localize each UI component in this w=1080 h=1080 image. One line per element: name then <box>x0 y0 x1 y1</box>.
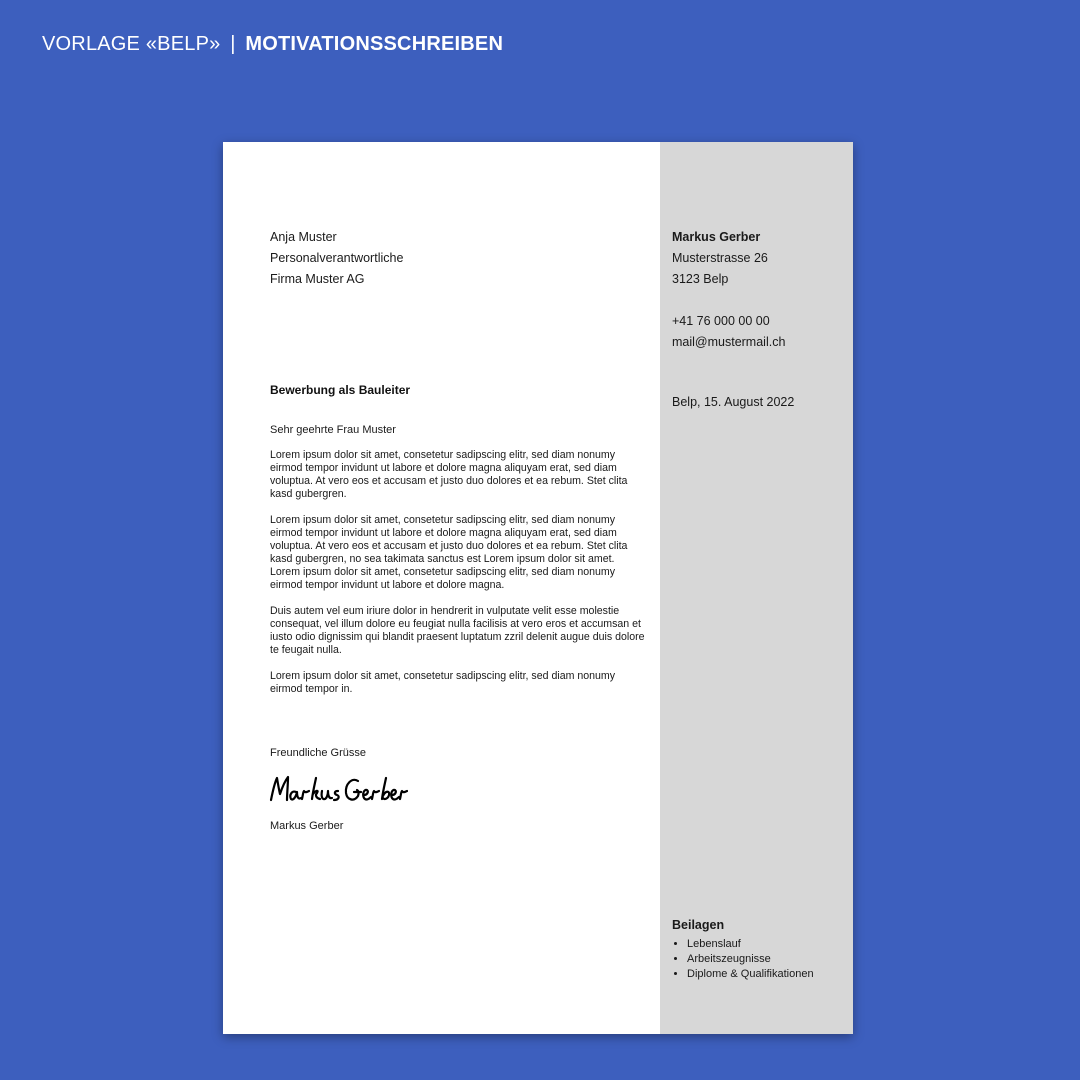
letter-subject: Bewerbung als Bauleiter <box>270 383 411 397</box>
sender-phone: +41 76 000 00 00 <box>672 314 770 328</box>
letter-body <box>270 449 645 709</box>
sender-city: 3123 Belp <box>672 272 729 286</box>
body-paragraph: Duis autem vel eum iriure dolor in hendrerit in vulputate velit esse molestie consequat, vel illum dolore eu feugiat nulla facilisis at vero eros et accumsan et iusto odio dignissim qui blandit praesent luptatum zzril delenit augue duis dolore te feugait nulla. <box>270 605 645 656</box>
body-paragraph: Lorem ipsum dolor sit amet, consetetur sadipscing elitr, sed diam nonumy eirmod tempor in. <box>270 670 616 695</box>
recipient-name: Anja Muster <box>270 230 337 244</box>
recipient-address <box>270 227 403 290</box>
letter-date: Belp, 15. August 2022 <box>672 395 795 409</box>
banner-title: MOTIVATIONSSCHREIBEN <box>245 33 504 55</box>
template-banner <box>42 33 503 56</box>
recipient-role: Personalverantwortliche <box>270 251 404 265</box>
sender-name: Markus Gerber <box>672 230 761 244</box>
list-item: • Diplome & Qualifikationen <box>687 967 814 982</box>
banner-separator: | <box>230 33 236 55</box>
body-paragraph: Lorem ipsum dolor sit amet, consetetur sadipscing elitr, sed diam nonumy eirmod tempor invidunt ut labore et dolore magna aliquyam erat, sed diam voluptua. At vero eos et accusam et justo duo dolores et ea rebum. Stet clita kasd gubergren, no sea takimata sanctus est Lorem ipsum dolor sit amet. Lorem ipsum dolor sit amet, consetetur sadipscing elitr, sed diam nonumy eirmod tempor invidunt ut labore et dolore magna. <box>270 514 628 591</box>
enclosures-section <box>672 918 814 982</box>
enclosures-heading: Beilagen <box>672 918 725 932</box>
signed-name: Markus Gerber <box>270 820 344 832</box>
list-item: • Lebenslauf <box>687 937 814 952</box>
body-paragraph: Lorem ipsum dolor sit amet, consetetur sadipscing elitr, sed diam nonumy eirmod tempor invidunt ut labore et dolore magna aliquyam erat, sed diam voluptua. At vero eos et accusam et justo duo dolores et ea rebum. Stet clita kasd gubergren. <box>270 449 628 500</box>
sender-street: Musterstrasse 26 <box>672 251 768 265</box>
recipient-company: Firma Muster AG <box>270 272 365 286</box>
letter-salutation: Sehr geehrte Frau Muster <box>270 424 396 436</box>
banner-prefix: VORLAGE «BELP» <box>42 33 221 55</box>
sender-sidebar <box>660 142 853 1034</box>
sender-address <box>672 227 768 290</box>
sender-email: mail@mustermail.ch <box>672 335 786 349</box>
enclosures-list <box>672 937 814 982</box>
letter-closing: Freundliche Grüsse <box>270 747 366 759</box>
sender-contact <box>672 311 785 353</box>
list-item: • Arbeitszeugnisse <box>687 952 814 967</box>
letter-page <box>223 142 853 1034</box>
handwritten-signature <box>268 772 408 808</box>
